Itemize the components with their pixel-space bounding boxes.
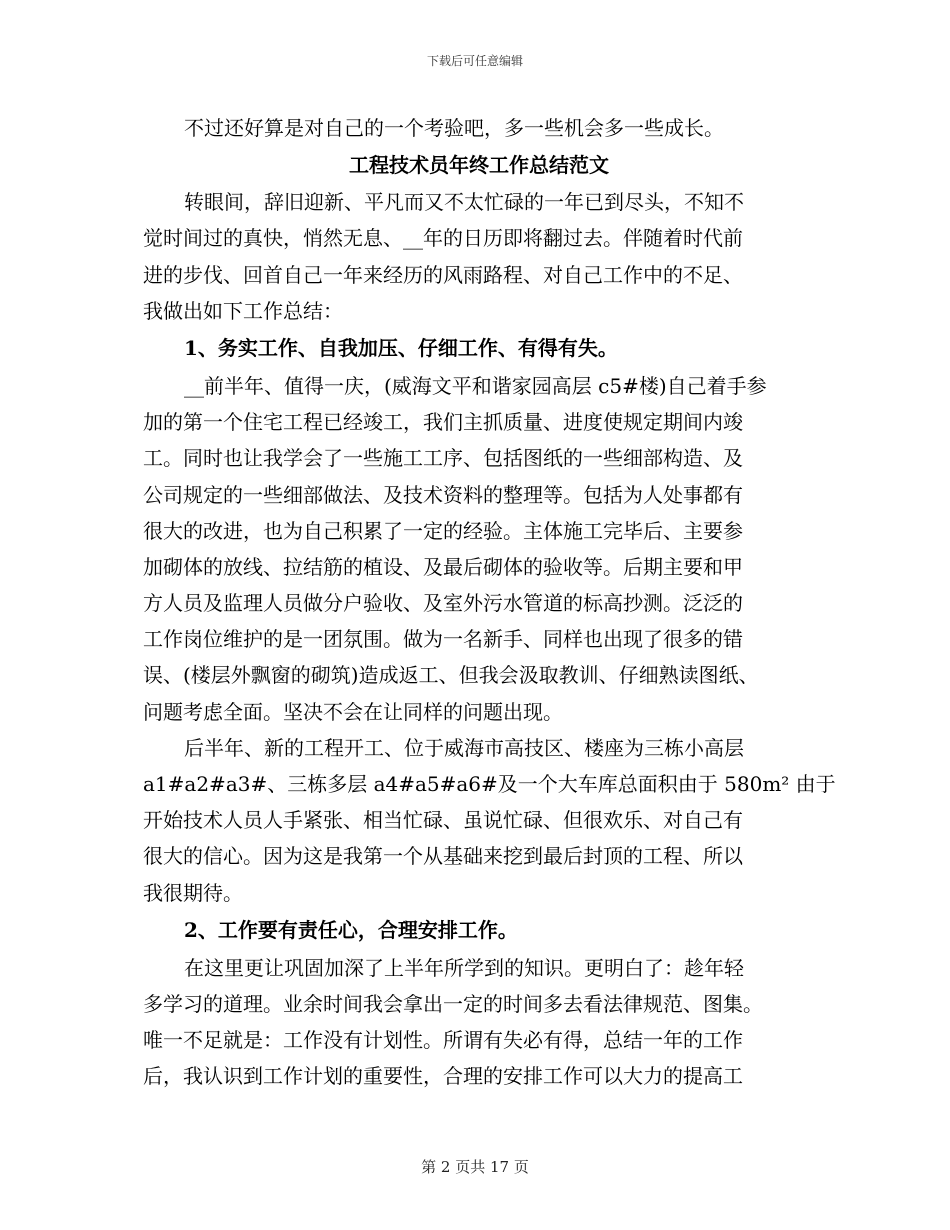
- paragraph-line: 开始技术人员人手紧张、相当忙碌、虽说忙碌、但很欢乐、对自己有: [143, 808, 743, 833]
- paragraph-line: 后，我认识到工作计划的重要性，合理的安排工作可以大力的提高工: [143, 1064, 743, 1089]
- paragraph-line: 问题考虑全面。坚决不会在让同样的问题出现。: [143, 699, 563, 724]
- paragraph-line: 在这里更让巩固加深了上半年所学到的知识。更明白了：趁年轻: [184, 955, 744, 980]
- page-footer: 第 2 页共 17 页: [421, 1158, 529, 1176]
- document-body: [143, 110, 836, 1095]
- paragraph-line: 很大的信心。因为这是我第一个从基础来挖到最后封顶的工程、所以: [143, 844, 743, 869]
- paragraph-line: 公司规定的一些细部做法、及技术资料的整理等。包括为人处事都有: [143, 482, 743, 507]
- paragraph-line: 觉时间过的真快，悄然无息、__年的日历即将翻过去。伴随着时代前: [143, 226, 743, 251]
- paragraph-line: 加砌体的放线、拉结筋的植设、及最后砌体的验收等。后期主要和甲: [143, 554, 743, 579]
- paragraph-line: 转眼间，辞旧迎新、平凡而又不太忙碌的一年已到尽头，不知不: [184, 190, 744, 215]
- section-heading: 1、务实工作、自我加压、仔细工作、有得有失。: [184, 335, 618, 360]
- paragraph-line: 唯一不足就是：工作没有计划性。所谓有失必有得，总结一年的工作: [143, 1028, 743, 1053]
- page-header: 下载后可任意编辑: [426, 54, 523, 68]
- paragraph-line: 不过还好算是对自己的一个考验吧，多一些机会多一些成长。: [184, 116, 724, 140]
- document-title: 工程技术员年终工作总结范文: [349, 153, 609, 178]
- paragraph-line: a1#a2#a3#、三栋多层 a4#a5#a6#及一个大车库总面积由于 580m² 由于: [143, 772, 836, 796]
- paragraph-line: 我很期待。: [143, 880, 243, 905]
- paragraph-line: 工。同时也让我学会了一些施工工序、包括图纸的一些细部构造、及: [143, 446, 743, 471]
- paragraph-line: 工作岗位维护的是一团氛围。做为一名新手、同样也出现了很多的错: [143, 627, 743, 652]
- section-heading: 2、工作要有责任心，合理安排工作。: [184, 917, 518, 942]
- paragraph-line: __前半年、值得一庆，(威海文平和谐家园高层 c5#楼)自己着手参: [184, 373, 767, 398]
- paragraph-line: 误、(楼层外飘窗的砌筑)造成返工、但我会汲取教训、仔细熟读图纸、: [143, 663, 759, 688]
- paragraph-line: 进的步伐、回首自己一年来经历的风雨路程、对自己工作中的不足、: [143, 262, 743, 287]
- paragraph-line: 后半年、新的工程开工、位于威海市高技区、楼座为三栋小高层: [184, 735, 744, 760]
- paragraph-line: 我做出如下工作总结：: [143, 298, 343, 323]
- paragraph-line: 方人员及监理人员做分户验收、及室外污水管道的标高抄测。泛泛的: [143, 591, 743, 616]
- paragraph-line: 加的第一个住宅工程已经竣工，我们主抓质量、进度使规定期间内竣: [143, 410, 743, 435]
- paragraph-line: 很大的改进，也为自己积累了一定的经验。主体施工完毕后、主要参: [143, 518, 743, 543]
- paragraph-line: 多学习的道理。业余时间我会拿出一定的时间多去看法律规范、图集。: [143, 991, 763, 1016]
